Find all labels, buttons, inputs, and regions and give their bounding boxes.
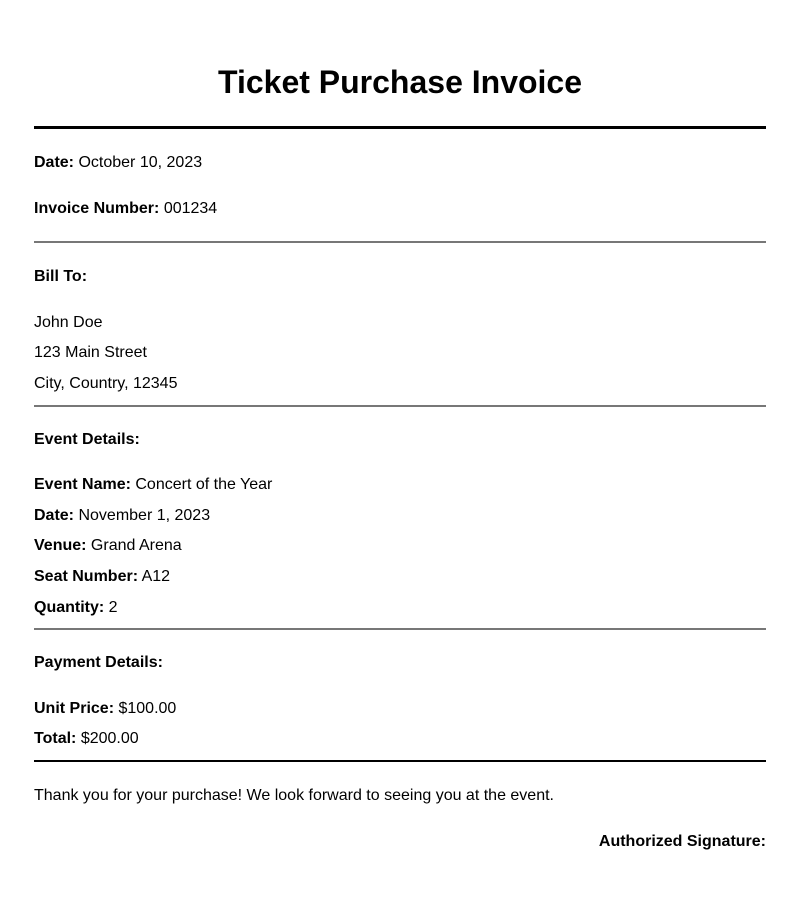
payment-divider	[34, 760, 766, 762]
invoice-meta	[34, 153, 766, 219]
event-divider	[34, 628, 766, 630]
total-label: Total:	[34, 730, 77, 747]
bill-to-section	[34, 267, 766, 394]
bill-to-divider	[34, 405, 766, 407]
event-venue-value: Grand Arena	[90, 537, 182, 554]
event-name-label: Event Name:	[34, 476, 131, 493]
bill-to-city: City, Country, 12345	[34, 375, 178, 392]
invoice-date-row	[34, 153, 766, 173]
seat-number-value: A12	[141, 568, 171, 585]
event-venue-label: Venue:	[34, 537, 87, 554]
invoice-number-row	[34, 199, 766, 219]
event-date-label: Date:	[34, 507, 75, 524]
event-details-heading: Event Details:	[34, 431, 140, 448]
event-date-value: November 1, 2023	[78, 507, 211, 524]
event-date-row	[34, 506, 766, 526]
event-venue-row	[34, 536, 766, 556]
bill-to-heading: Bill To:	[34, 268, 88, 285]
total-value: $200.00	[80, 730, 139, 747]
page-title: Ticket Purchase Invoice	[217, 64, 583, 100]
payment-details-heading: Payment Details:	[34, 654, 163, 671]
quantity-value: 2	[108, 599, 118, 616]
seat-number-row	[34, 567, 766, 587]
invoice-footer	[34, 786, 766, 852]
invoice-date-value: October 10, 2023	[78, 154, 203, 171]
payment-details-section	[34, 653, 766, 749]
event-name-row	[34, 475, 766, 495]
thank-you-message: Thank you for your purchase! We look forward to seeing you at the event.	[34, 787, 554, 804]
quantity-label: Quantity:	[34, 599, 105, 616]
event-name-value: Concert of the Year	[135, 476, 273, 493]
invoice-page	[34, 0, 766, 852]
invoice-number-label: Invoice Number:	[34, 200, 160, 217]
bill-to-street: 123 Main Street	[34, 344, 147, 361]
unit-price-value: $100.00	[118, 700, 177, 717]
authorized-signature-label: Authorized Signature:	[598, 833, 766, 850]
bill-to-name: John Doe	[34, 314, 103, 331]
unit-price-row	[34, 699, 766, 719]
title-divider	[34, 126, 766, 129]
seat-number-label: Seat Number:	[34, 568, 139, 585]
event-details-section	[34, 430, 766, 618]
quantity-row	[34, 598, 766, 618]
invoice-number-value: 001234	[163, 200, 218, 217]
meta-divider	[34, 241, 766, 243]
unit-price-label: Unit Price:	[34, 700, 115, 717]
total-row	[34, 729, 766, 749]
invoice-date-label: Date:	[34, 154, 75, 171]
